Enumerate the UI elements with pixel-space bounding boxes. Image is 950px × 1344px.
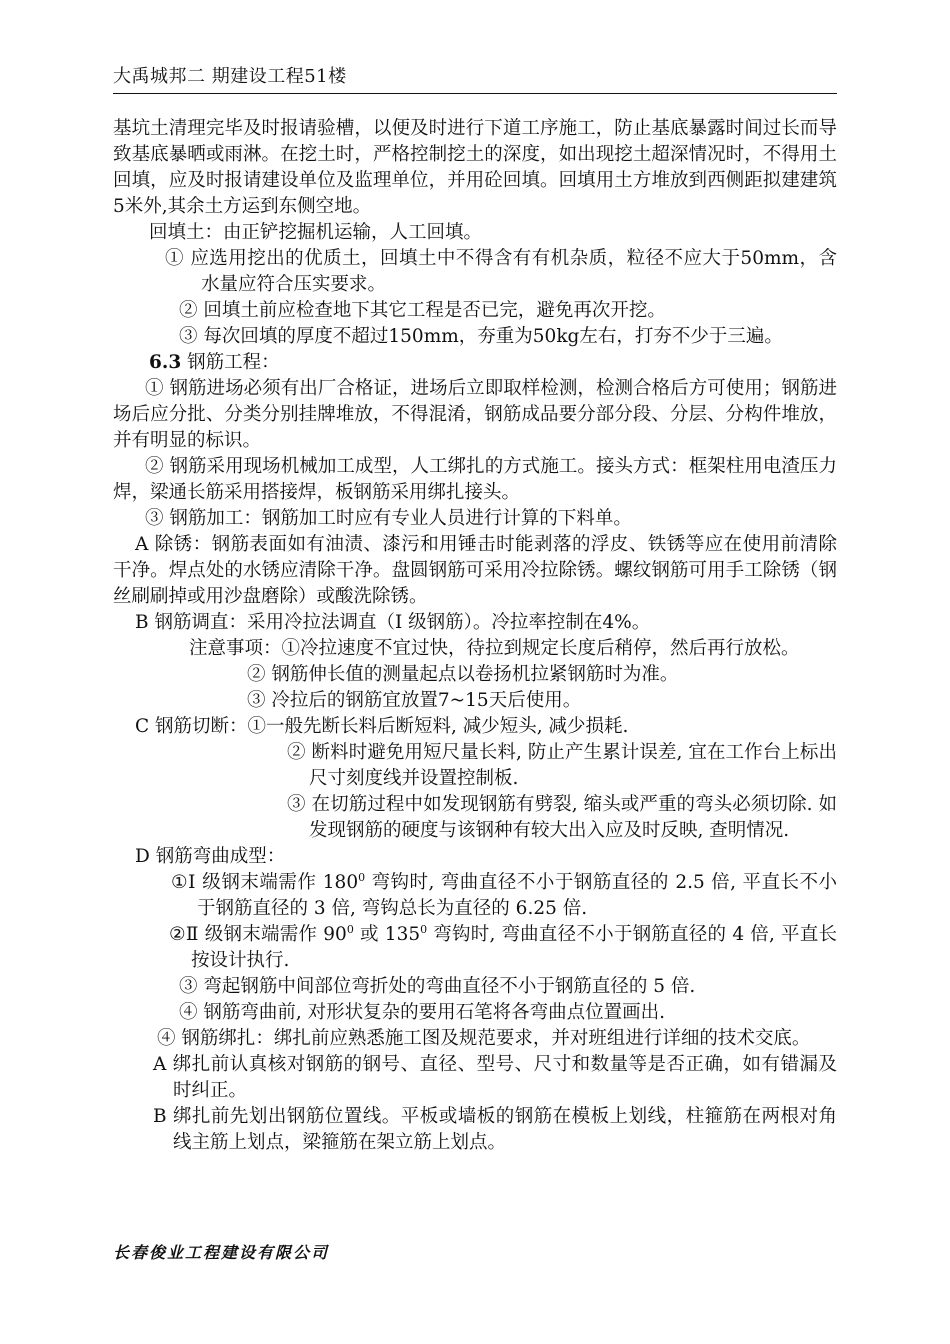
bending-item-3: ③ 弯起钢筋中间部位弯折处的弯曲直径不小于钢筋直径的 5 倍. (179, 976, 696, 997)
bending-item-1 (113, 870, 837, 922)
note-item-3: ③ 冷拉后的钢筋宜放置7~15天后使用。 (247, 690, 582, 711)
bending-item-1-start: ①Ⅰ 级钢末端需作 180 (171, 872, 359, 893)
note-item-1: 注意事项：①冷拉速度不宜过快，待拉到规定长度后稍停，然后再行放松。 (189, 638, 800, 659)
backfill-item-1: ① 应选用挖出的优质土，回填土中不得含有有机杂质，粒径不应大于50mm，含水量应符合压实要求。 (165, 248, 837, 295)
rebar-item-2: ② 钢筋采用现场机械加工成型，人工绑扎的方式施工。接头方式：框架柱用电渣压力焊，梁通长筋采用搭接焊，板钢筋采用绑扎接头。 (113, 456, 837, 503)
bending-item-2 (113, 922, 837, 974)
document-body (113, 116, 837, 1156)
section-number: 6.3 (149, 352, 182, 373)
section-heading (113, 350, 837, 376)
cutting-item-2: ② 断料时避免用短尺量长料, 防止产生累计误差, 宜在工作台上标出尺寸刻度线并设置控制板. (287, 742, 837, 789)
backfill-item-2: ② 回填土前应检查地下其它工程是否已完，避免再次开挖。 (179, 300, 666, 321)
bending-item-2-start: ②Ⅱ 级钢末端需作 90 (169, 924, 347, 945)
tying-item: ④ 钢筋绑扎：绑扎前应熟悉施工图及规范要求，并对班组进行详细的技术交底。 (157, 1028, 811, 1049)
rebar-item-1: ① 钢筋进场必须有出厂合格证，进场后立即取样检测，检测合格后方可使用；钢筋进场后应分批、分类分别挂牌堆放，不得混淆，钢筋成品要分部分段、分层、分构件堆放，并有明显的标识。 (113, 378, 837, 451)
tying-sub-b: B 绑扎前先划出钢筋位置线。平板或墙板的钢筋在模板上划线，柱箍筋在两根对角线主筋上划点，梁箍筋在架立筋上划点。 (153, 1106, 837, 1153)
rebar-item-3: ③ 钢筋加工：钢筋加工时应有专业人员进行计算的下料单。 (145, 508, 632, 529)
excavation-paragraph: 基坑土清理完毕及时报请验槽，以便及时进行下道工序施工，防止基底暴露时间过长而导致基底暴晒或雨淋。在挖土时，严格控制挖土的深度，如出现挖土超深情况时，不得用土回填，应及时报请建设单位及监理单位，并用砼回填。回填用土方堆放到西侧距拟建建筑5米外,其余土方运到东侧空地。 (113, 118, 837, 217)
bending-item-2-end: 弯钩时, 弯曲直径不小于钢筋直径的 4 倍, 平直长按设计执行. (191, 924, 838, 971)
degree-mark: 0 (358, 870, 366, 884)
straightening: B 钢筋调直：采用冷拉法调直（Ⅰ 级钢筋）。冷拉率控制在4%。 (135, 612, 651, 633)
bending-item-4: ④ 钢筋弯曲前, 对形状复杂的要用石笔将各弯曲点位置画出. (179, 1002, 666, 1023)
cutting-item-3: ③ 在切筋过程中如发现钢筋有劈裂, 缩头或严重的弯头必须切除. 如发现钢筋的硬度与该钢种有较大出入应及时反映, 查明情况. (287, 794, 837, 841)
tying-sub-a: A 绑扎前认真核对钢筋的钢号、直径、型号、尺寸和数量等是否正确，如有错漏及时纠正。 (153, 1054, 837, 1101)
rust-removal: A 除锈：钢筋表面如有油渍、漆污和用锤击时能剥落的浮皮、铁锈等应在使用前清除干净。焊点处的水锈应清除干净。盘圆钢筋可采用冷拉除锈。螺纹钢筋可用手工除锈（钢丝刷刷掉或用沙盘磨除）或酸洗除锈。 (113, 534, 837, 607)
footer-company: 长春俊业工程建设有限公司 (113, 1243, 330, 1262)
cutting-item-1: C 钢筋切断：①一般先断长料后断短料, 减少短头, 减少损耗. (135, 716, 629, 737)
bending-title: D 钢筋弯曲成型： (135, 846, 286, 867)
note-item-2: ② 钢筋伸长值的测量起点以卷扬机拉紧钢筋时为准。 (247, 664, 679, 685)
degree-mark: 0 (346, 922, 354, 936)
section-title: 钢筋工程： (187, 352, 280, 373)
bending-item-2-mid: 或 135 (353, 924, 421, 945)
bending-item-1-end: 弯钩时, 弯曲直径不小于钢筋直径的 2.5 倍, 平直长不小于钢筋直径的 3 倍, 弯钩总长为直径的 6.25 倍. (197, 872, 837, 919)
degree-mark: 0 (420, 922, 428, 936)
backfill-title: 回填土：由正铲挖掘机运输，人工回填。 (149, 222, 483, 243)
page-header: 大禹城邦二 期建设工程51楼 (113, 66, 347, 87)
backfill-item-3: ③ 每次回填的厚度不超过150mm，夯重为50kg左右，打夯不少于三遍。 (179, 326, 783, 347)
header-divider (113, 93, 837, 94)
